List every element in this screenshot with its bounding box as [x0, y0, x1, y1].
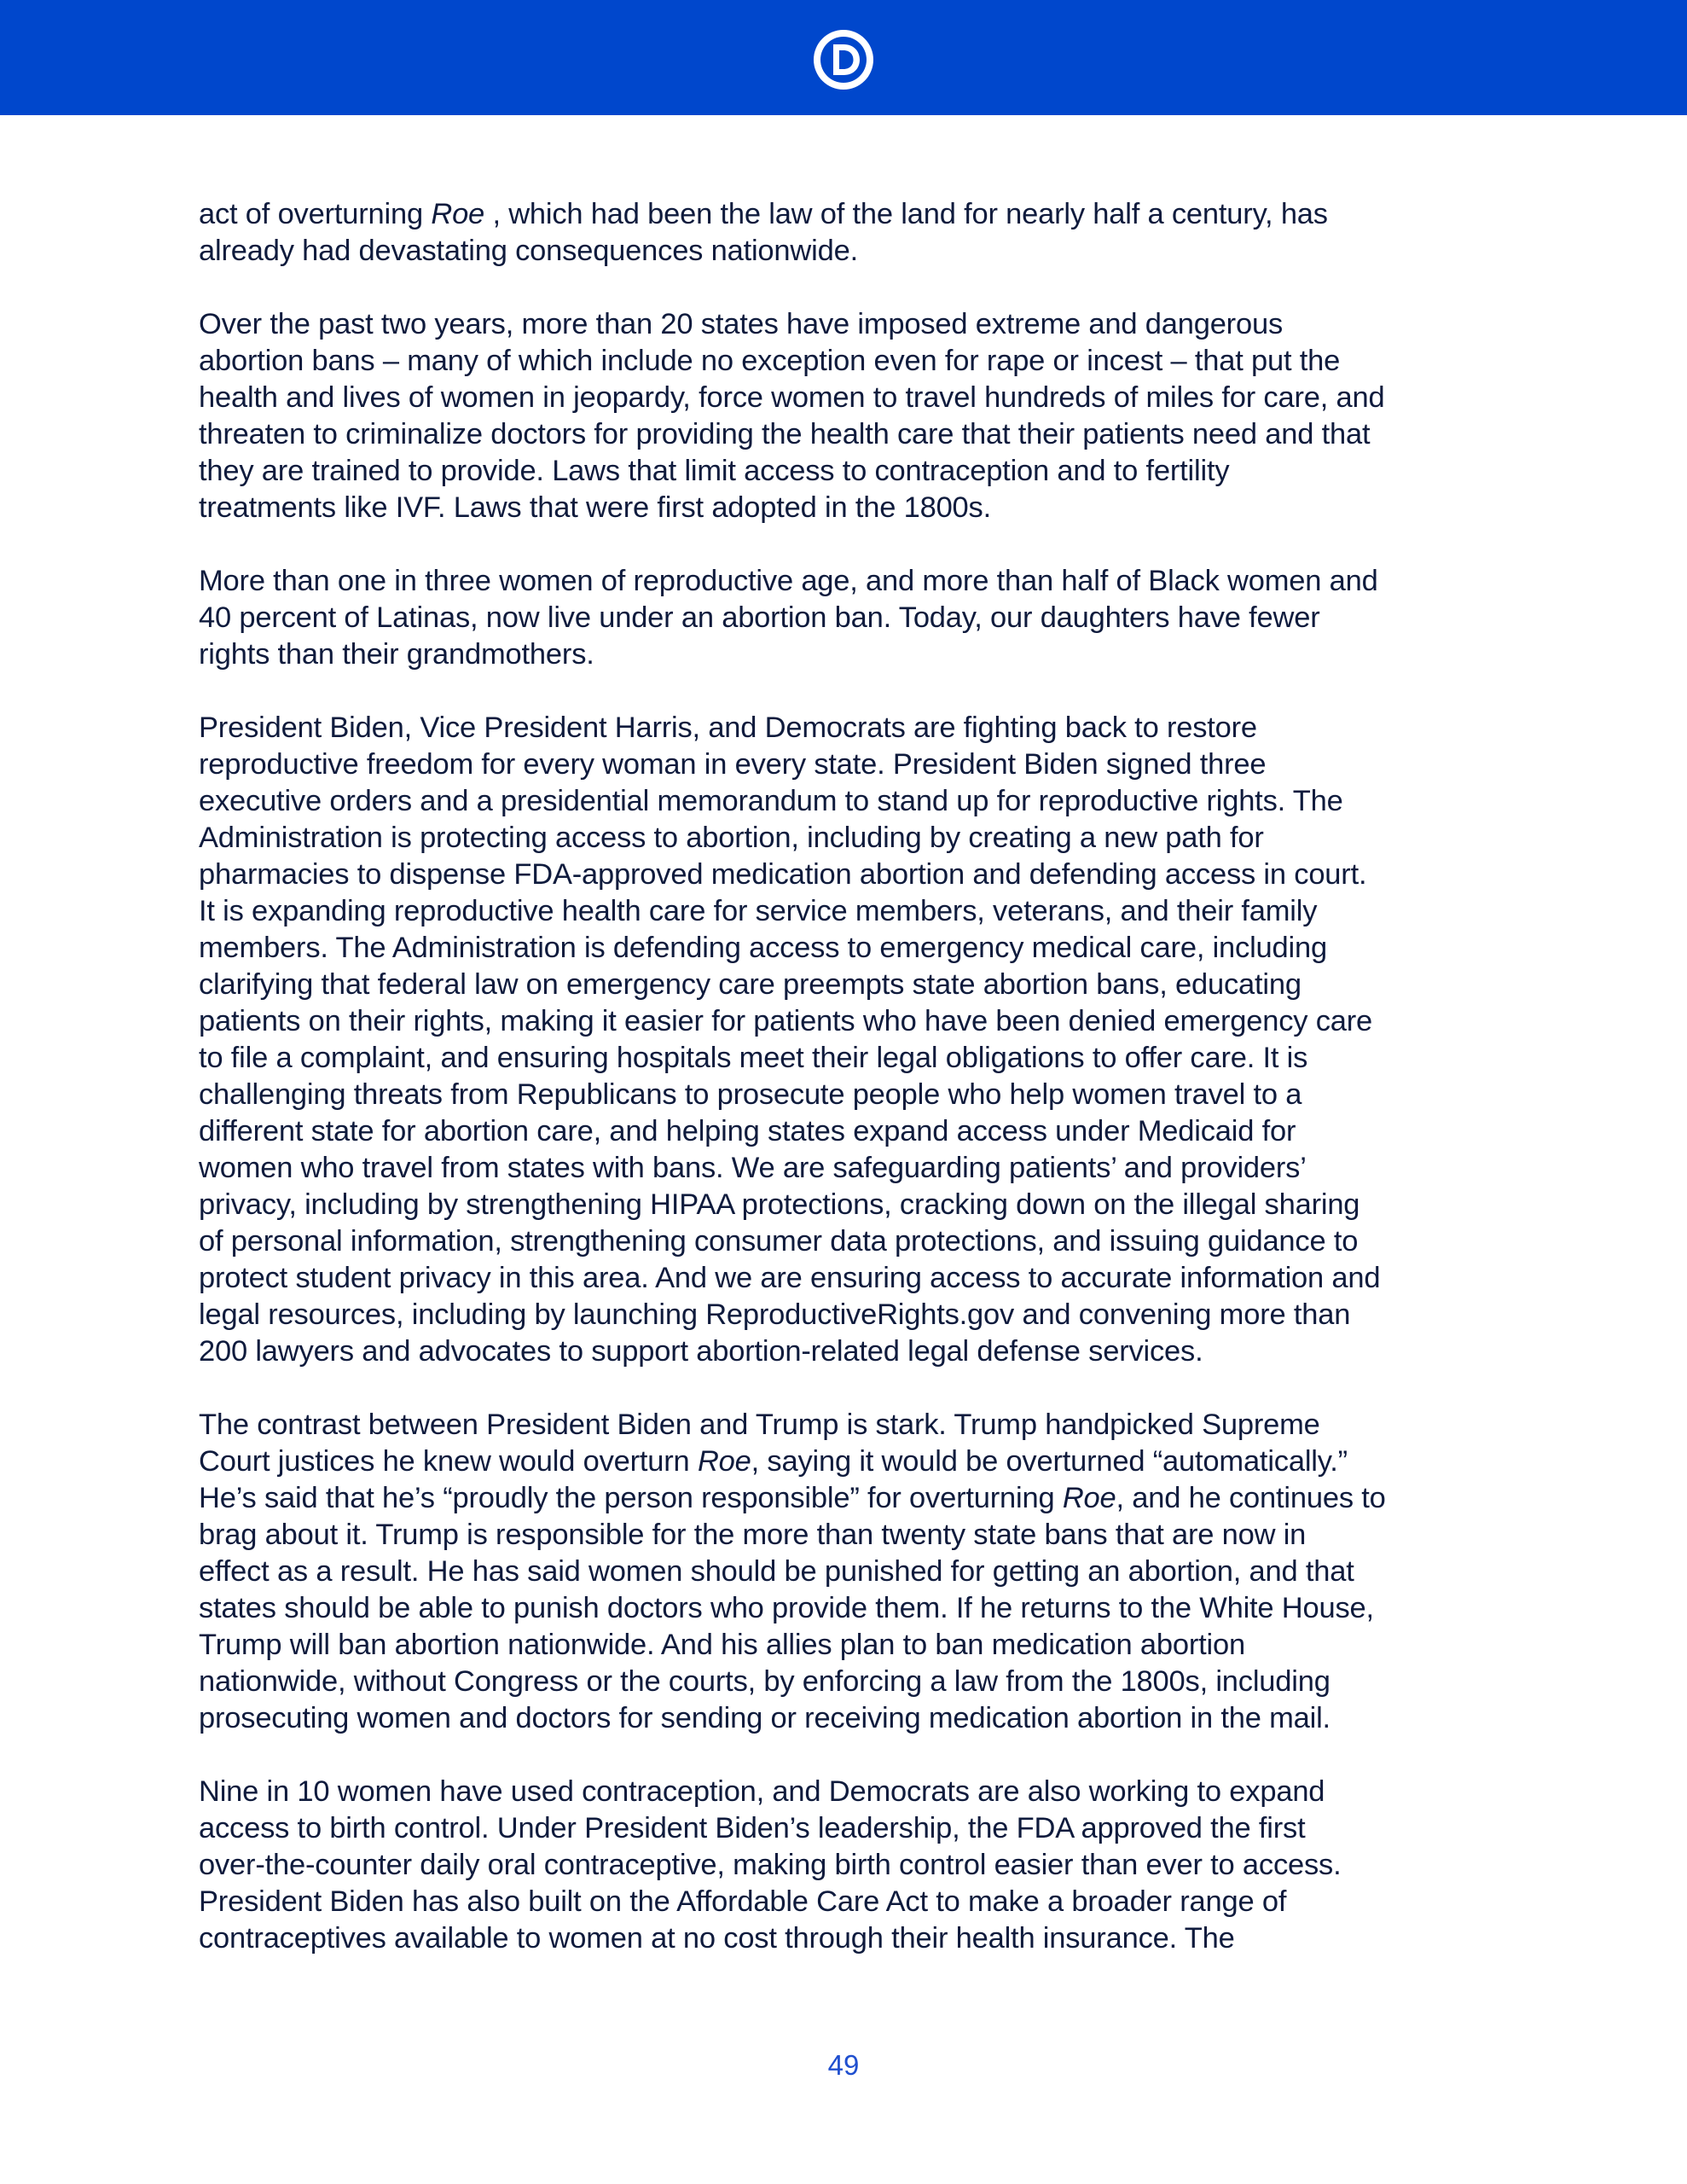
text-segment: nationwide, without Congress or the courts, by enforcing a law from the 1800s, including [199, 1665, 1330, 1698]
text-segment: It is expanding reproductive health care for service members, veterans, and their family [199, 895, 1318, 927]
text-line [199, 600, 1504, 636]
italic-text: Roe [1062, 1482, 1116, 1514]
text-segment: members. The Administration is defending access to emergency medical care, including [199, 932, 1327, 964]
text-segment: executive orders and a presidential memorandum to stand up for reproductive rights. The [199, 785, 1343, 817]
text-segment: Nine in 10 women have used contraception, and Democrats are also working to expand [199, 1775, 1325, 1808]
text-segment: brag about it. Trump is responsible for the more than twenty state bans that are now in [199, 1519, 1307, 1551]
text-segment: health and lives of women in jeopardy, force women to travel hundreds of miles for care, and [199, 381, 1385, 414]
text-line [199, 1407, 1504, 1443]
text-segment: women who travel from states with bans. We are safeguarding patients’ and providers’ [199, 1152, 1307, 1184]
text-line [199, 380, 1504, 416]
text-line [199, 1260, 1504, 1297]
text-segment: privacy, including by strengthening HIPAA protections, cracking down on the illegal sharing [199, 1188, 1360, 1221]
text-line [199, 1297, 1504, 1333]
text-line [199, 1040, 1504, 1077]
text-line [199, 1664, 1504, 1700]
text-segment: already had devastating consequences nationwide. [199, 235, 858, 267]
text-line [199, 233, 1504, 270]
text-line [199, 306, 1504, 343]
text-segment: effect as a result. He has said women should be punished for getting an abortion, and that [199, 1555, 1354, 1588]
text-segment: 200 lawyers and advocates to support abortion-related legal defense services. [199, 1335, 1203, 1368]
text-line [199, 1700, 1504, 1737]
text-segment: President Biden has also built on the Affordable Care Act to make a broader range of [199, 1885, 1287, 1918]
text-segment: contraceptives available to women at no cost through their health insurance. The [199, 1922, 1235, 1955]
text-line [199, 1333, 1504, 1370]
text-line [199, 343, 1504, 380]
text-segment: treatments like IVF. Laws that were first adopted in the 1800s. [199, 491, 991, 524]
text-line [199, 1920, 1504, 1957]
text-line [199, 1810, 1504, 1847]
text-line [199, 1223, 1504, 1260]
text-segment: clarifying that federal law on emergency care preempts state abortion bans, educating [199, 968, 1301, 1001]
paragraph [199, 1774, 1504, 1957]
document-body [199, 196, 1504, 1994]
text-line [199, 1480, 1504, 1517]
text-segment: challenging threats from Republicans to prosecute people who help women travel to a [199, 1078, 1302, 1111]
text-segment: states should be able to punish doctors who provide them. If he returns to the White House, [199, 1592, 1374, 1624]
text-segment: act of overturning [199, 198, 432, 230]
text-line [199, 1554, 1504, 1590]
text-line [199, 1187, 1504, 1223]
text-line [199, 857, 1504, 893]
text-segment: prosecuting women and doctors for sending or receiving medication abortion in the mail. [199, 1702, 1330, 1734]
top-banner [0, 0, 1687, 115]
text-line [199, 416, 1504, 453]
text-segment: to file a complaint, and ensuring hospitals meet their legal obligations to offer care. It is [199, 1042, 1308, 1074]
text-segment: abortion bans – many of which include no exception even for rape or incest – that put the [199, 345, 1341, 377]
text-segment: President Biden, Vice President Harris, and Democrats are fighting back to restore [199, 712, 1257, 744]
text-segment: 40 percent of Latinas, now live under an abortion ban. Today, our daughters have fewer [199, 601, 1320, 634]
text-segment: Court justices he knew would overturn [199, 1445, 698, 1478]
text-segment: different state for abortion care, and helping states expand access under Medicaid for [199, 1115, 1296, 1147]
text-line [199, 1113, 1504, 1150]
text-line [199, 893, 1504, 930]
text-segment: access to birth control. Under President Biden’s leadership, the FDA approved the first [199, 1812, 1306, 1844]
text-line [199, 783, 1504, 820]
democratic-d-logo-icon [811, 27, 876, 92]
text-segment: legal resources, including by launching ReproductiveRights.gov and convening more than [199, 1298, 1351, 1331]
text-line [199, 1150, 1504, 1187]
text-line [199, 1003, 1504, 1040]
text-segment: , which had been the law of the land for nearly half a century, has [484, 198, 1328, 230]
text-segment: He’s said that he’s “proudly the person responsible” for overturning [199, 1482, 1063, 1514]
text-line [199, 490, 1504, 526]
text-segment: patients on their rights, making it easier for patients who have been denied emergency care [199, 1005, 1373, 1037]
text-line [199, 967, 1504, 1003]
text-segment: they are trained to provide. Laws that limit access to contraception and to fertility [199, 455, 1230, 487]
text-line [199, 1847, 1504, 1884]
text-segment: of personal information, strengthening consumer data protections, and issuing guidance to [199, 1225, 1359, 1258]
page-number: 49 [827, 2049, 860, 2081]
text-line [199, 1443, 1504, 1480]
text-line [199, 746, 1504, 783]
text-segment: , saying it would be overturned “automatically.” [751, 1445, 1348, 1478]
text-line [199, 636, 1504, 673]
italic-text: Roe [431, 198, 485, 230]
text-segment: reproductive freedom for every woman in every state. President Biden signed three [199, 748, 1267, 781]
text-line [199, 1517, 1504, 1554]
text-segment: More than one in three women of reproductive age, and more than half of Black women and [199, 565, 1378, 597]
text-segment: Administration is protecting access to abortion, including by creating a new path for [199, 822, 1264, 854]
text-line [199, 710, 1504, 746]
text-segment: pharmacies to dispense FDA-approved medication abortion and defending access in court. [199, 858, 1367, 891]
text-segment: over-the-counter daily oral contraceptive, making birth control easier than ever to access. [199, 1849, 1342, 1881]
text-line [199, 930, 1504, 967]
text-line [199, 1590, 1504, 1627]
text-line [199, 1884, 1504, 1920]
text-line [199, 820, 1504, 857]
text-segment: Over the past two years, more than 20 states have imposed extreme and dangerous [199, 308, 1283, 340]
text-line [199, 1627, 1504, 1664]
paragraph [199, 196, 1504, 270]
text-line [199, 563, 1504, 600]
text-line [199, 196, 1504, 233]
text-segment: , and he continues to [1116, 1482, 1386, 1514]
text-line [199, 1774, 1504, 1810]
paragraph [199, 710, 1504, 1370]
text-line [199, 453, 1504, 490]
paragraph [199, 563, 1504, 673]
text-segment: rights than their grandmothers. [199, 638, 594, 671]
text-line [199, 1077, 1504, 1113]
paragraph [199, 306, 1504, 526]
text-segment: protect student privacy in this area. And we are ensuring access to accurate information and [199, 1262, 1381, 1294]
text-segment: threaten to criminalize doctors for providing the health care that their patients need and that [199, 418, 1371, 450]
paragraph [199, 1407, 1504, 1737]
text-segment: Trump will ban abortion nationwide. And his allies plan to ban medication abortion [199, 1629, 1245, 1661]
text-segment: The contrast between President Biden and Trump is stark. Trump handpicked Supreme [199, 1409, 1320, 1441]
italic-text: Roe [697, 1445, 751, 1478]
